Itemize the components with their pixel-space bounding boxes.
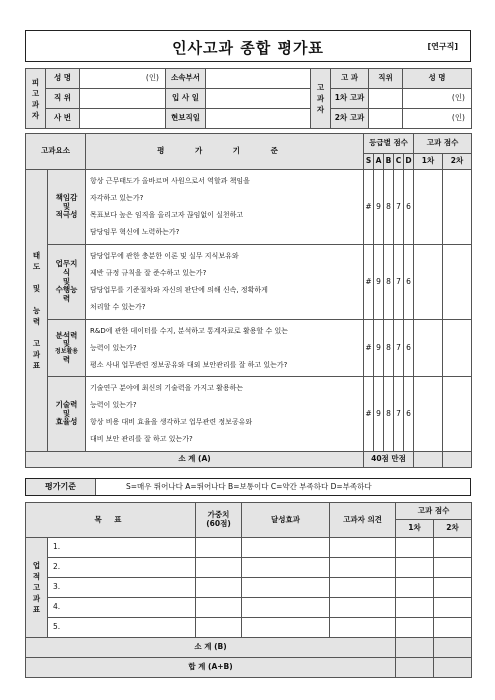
result-field[interactable] (242, 598, 330, 618)
target-header: 목 표 (26, 503, 196, 538)
personal-info-table (25, 68, 472, 129)
total-label: 합 계 (A+B) (26, 658, 396, 678)
result-header: 달성효과 (242, 503, 330, 538)
second-score-field[interactable] (443, 245, 472, 320)
legend-text: S=매우 뛰어나다 A=뛰어나다 B=보통이다 C=약간 부족하다 D=부족하다 (126, 482, 372, 491)
second-score-field[interactable] (434, 578, 472, 598)
result-field[interactable] (242, 618, 330, 638)
score-a: 9 (374, 377, 384, 452)
emp-no-label: 사 번 (46, 109, 80, 129)
emp-no-field[interactable] (80, 109, 166, 129)
weight-field[interactable] (196, 618, 242, 638)
current-job-label: 현보직일 (166, 109, 206, 129)
grading-legend (25, 478, 471, 496)
ratee-name-field[interactable] (80, 69, 166, 89)
first-score-field[interactable] (414, 170, 443, 245)
rater-col-label: 고 과 (331, 69, 369, 89)
opinion-field[interactable] (330, 558, 396, 578)
score-s: # (364, 170, 374, 245)
grade-a: A (374, 154, 384, 170)
score-d: 6 (404, 245, 414, 320)
target-item-1[interactable]: 1. (48, 538, 196, 558)
join-date-field[interactable] (206, 89, 311, 109)
first-score-field[interactable] (396, 598, 434, 618)
first-score-field[interactable] (414, 245, 443, 320)
dept-field[interactable] (206, 69, 311, 89)
criteria-responsibility: 항상 근무태도가 올바르며 사원으로서 역할과 책임을 자각하고 있는가? 목표보다 높은 임직을 올리고자 끊임없이 실천하고 담당임무 혁신에 노력하는가? (86, 170, 364, 245)
name-label: 성 명 (46, 69, 80, 89)
perf-second-header: 2차 (434, 520, 472, 538)
legend-label: 평가기준 (26, 479, 96, 495)
rater2-pos-field[interactable] (369, 109, 403, 129)
second-score-field[interactable] (434, 618, 472, 638)
score-b: 8 (384, 377, 394, 452)
current-job-field[interactable] (206, 109, 311, 129)
attitude-ability-table (25, 133, 472, 468)
first-score-field[interactable] (396, 578, 434, 598)
factor-knowledge: 업무지 식 및 수행능 력 (48, 245, 86, 320)
score-c: 7 (394, 245, 404, 320)
factor-header: 고과요소 (26, 134, 86, 170)
score-s: # (364, 245, 374, 320)
score-c: 7 (394, 320, 404, 377)
score-s: # (364, 320, 374, 377)
rater-pos-label: 직위 (369, 69, 403, 89)
rater-name-label: 성 명 (403, 69, 472, 89)
weight-header: 가중치 (60점) (196, 503, 242, 538)
criteria-analysis: R&D에 관한 데이터를 수지, 분석하고 통계자료로 활용할 수 있는 능력이 있는가? 평소 사내 업무관련 정보공유와 대외 보안관리를 잘 하고 있는가? (86, 320, 364, 377)
seal-mark: (인) (451, 113, 465, 123)
grade-header: 등급별 점수 (364, 134, 414, 154)
second-score-field[interactable] (434, 558, 472, 578)
dept-label: 소속부서 (166, 69, 206, 89)
job-type-tag: [연구직] (427, 42, 458, 51)
opinion-field[interactable] (330, 538, 396, 558)
score-b: 8 (384, 320, 394, 377)
performance-table (25, 502, 472, 678)
score-header: 고과 점수 (414, 134, 472, 154)
score-s: # (364, 377, 374, 452)
position-label: 직 위 (46, 89, 80, 109)
target-item-4[interactable]: 4. (48, 598, 196, 618)
title-box (25, 30, 471, 62)
result-field[interactable] (242, 578, 330, 598)
score-first-header: 1차 (414, 154, 443, 170)
grade-s: S (364, 154, 374, 170)
second-score-field[interactable] (434, 538, 472, 558)
grade-c: C (394, 154, 404, 170)
second-score-field[interactable] (443, 170, 472, 245)
weight-field[interactable] (196, 598, 242, 618)
score-d: 6 (404, 170, 414, 245)
score-d: 6 (404, 320, 414, 377)
second-score-field[interactable] (434, 598, 472, 618)
score-second-header: 2차 (443, 154, 472, 170)
second-score-field[interactable] (443, 320, 472, 377)
factor-responsibility: 책임감 및 적극성 (48, 170, 86, 245)
factor-analysis: 분석력 및 정보활용 력 (48, 320, 86, 377)
first-score-field[interactable] (396, 558, 434, 578)
first-score-field[interactable] (396, 618, 434, 638)
second-score-field[interactable] (443, 377, 472, 452)
perf-side-label: 업 적 고 과 표 (26, 538, 48, 638)
target-item-3[interactable]: 3. (48, 578, 196, 598)
score-c: 7 (394, 170, 404, 245)
rater1-pos-field[interactable] (369, 89, 403, 109)
subtotal-a-second-field[interactable] (443, 452, 472, 468)
grade-d: D (404, 154, 414, 170)
criteria-header: 평 가 기 준 (86, 134, 364, 170)
factor-technology: 기술력 및 효율성 (48, 377, 86, 452)
target-item-2[interactable]: 2. (48, 558, 196, 578)
score-c: 7 (394, 377, 404, 452)
score-d: 6 (404, 377, 414, 452)
opinion-header: 고과자 의견 (330, 503, 396, 538)
join-date-label: 입 사 일 (166, 89, 206, 109)
grade-b: B (384, 154, 394, 170)
page-title: 인사고과 종합 평가표 (172, 39, 324, 57)
score-b: 8 (384, 245, 394, 320)
subtotal-a-max: 40점 만점 (364, 452, 414, 468)
weight-field[interactable] (196, 538, 242, 558)
rater2-name-field[interactable] (403, 109, 472, 129)
score-a: 9 (374, 170, 384, 245)
rater1-name-field[interactable] (403, 89, 472, 109)
score-b: 8 (384, 170, 394, 245)
rater-label: 고 과 자 (311, 69, 331, 129)
subtotal-b-label: 소 계 (B) (26, 638, 396, 658)
subtotal-b-first-field[interactable] (396, 638, 434, 658)
criteria-knowledge: 담당업무에 관한 충분한 이론 및 실무 지식보유와 제반 규정 규칙을 잘 준수하고 있는가? 담당업무를 기준절차와 자신의 판단에 의해 신속, 정확하게 처리할 수 있는가? (86, 245, 364, 320)
perf-first-header: 1차 (396, 520, 434, 538)
total-second-field[interactable] (434, 658, 472, 678)
score-a: 9 (374, 320, 384, 377)
first-score-field[interactable] (414, 320, 443, 377)
ratee-label: 피 고 과 자 (26, 69, 46, 129)
subtotal-a-first-field[interactable] (414, 452, 443, 468)
weight-field[interactable] (196, 558, 242, 578)
result-field[interactable] (242, 538, 330, 558)
total-first-field[interactable] (396, 658, 434, 678)
position-field[interactable] (80, 89, 166, 109)
seal-mark: (인) (145, 73, 159, 83)
subtotal-a-label: 소 계 (A) (26, 452, 364, 468)
score-a: 9 (374, 245, 384, 320)
subtotal-b-second-field[interactable] (434, 638, 472, 658)
seal-mark: (인) (451, 93, 465, 103)
attitude-side-label: 태 도 및 능 력 고 과 표 (26, 170, 48, 452)
opinion-field[interactable] (330, 618, 396, 638)
perf-score-header: 고과 점수 (396, 503, 472, 520)
criteria-technology: 기술연구 분야에 최신의 기술력을 가지고 활용하는 능력이 있는가? 항상 비용 대비 효율을 생각하고 업무관련 정보공유와 대비 보안 관리를 잘 하고 있는가? (86, 377, 364, 452)
opinion-field[interactable] (330, 598, 396, 618)
rater2-label: 2차 고과 (331, 109, 369, 129)
result-field[interactable] (242, 558, 330, 578)
rater1-label: 1차 고과 (331, 89, 369, 109)
weight-field[interactable] (196, 578, 242, 598)
first-score-field[interactable] (414, 377, 443, 452)
first-score-field[interactable] (396, 538, 434, 558)
target-item-5[interactable]: 5. (48, 618, 196, 638)
opinion-field[interactable] (330, 578, 396, 598)
